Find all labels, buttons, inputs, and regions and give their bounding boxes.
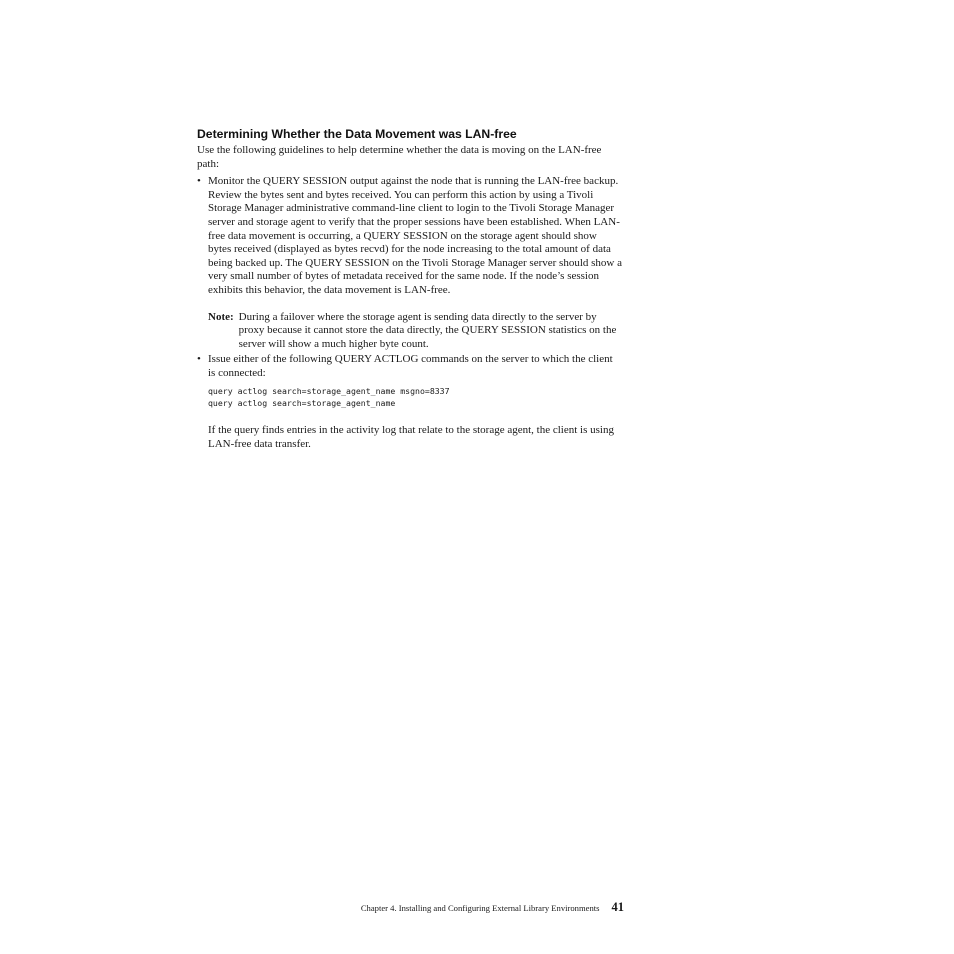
footer-chapter-title: Chapter 4. Installing and Configuring External Library Environments xyxy=(360,903,600,913)
code-line: query actlog search=storage_agent_name xyxy=(208,398,396,409)
bullet-text-query-session: Monitor the QUERY SESSION output against the node that is running the LAN-free backup. Review the bytes sent and bytes received. You can perform this action by using a Tivoli Storage Manager administrative command-line client to login to the Tivoli Storage Manager server and storage agent to verify that the proper sessions have been established. When LAN-free data movement is occurring, a QUERY SESSION on the storage agent should show bytes received (displayed as bytes recvd) for the node increasing to the total amount of data being backed up. The QUERY SESSION on the Tivoli Storage Manager server should show a very small number of bytes of metadata received for the same node. If the node’s session exhibits this behavior, the data movement is LAN-free. xyxy=(208,175,622,296)
note-label: Note: xyxy=(208,310,234,323)
followup-paragraph: If the query finds entries in the activity log that relate to the storage agent, the client is using LAN-free data transfer. xyxy=(208,424,614,450)
page-number: 41 xyxy=(611,900,624,914)
bullet-icon: • xyxy=(197,175,201,188)
list-item xyxy=(197,175,622,351)
list-item xyxy=(197,353,622,451)
bullet-text-query-actlog: Issue either of the following QUERY ACTLOG commands on the server to which the client is connected: xyxy=(208,353,613,379)
guideline-list xyxy=(197,175,622,451)
section-heading: Determining Whether the Data Movement was LAN-free xyxy=(197,127,517,141)
bullet-icon: • xyxy=(197,353,201,366)
page-content xyxy=(197,127,622,451)
intro-paragraph: Use the following guidelines to help determine whether the data is moving on the LAN-free path: xyxy=(197,144,602,170)
note-block xyxy=(208,311,622,352)
page-footer xyxy=(361,900,624,915)
note-text: During a failover where the storage agent is sending data directly to the server by proxy because it cannot store the data directly, the QUERY SESSION statistics on the server will show a much higher byte count. xyxy=(238,310,617,350)
code-block xyxy=(208,385,622,411)
code-line: query actlog search=storage_agent_name msgno=8337 xyxy=(208,385,450,396)
